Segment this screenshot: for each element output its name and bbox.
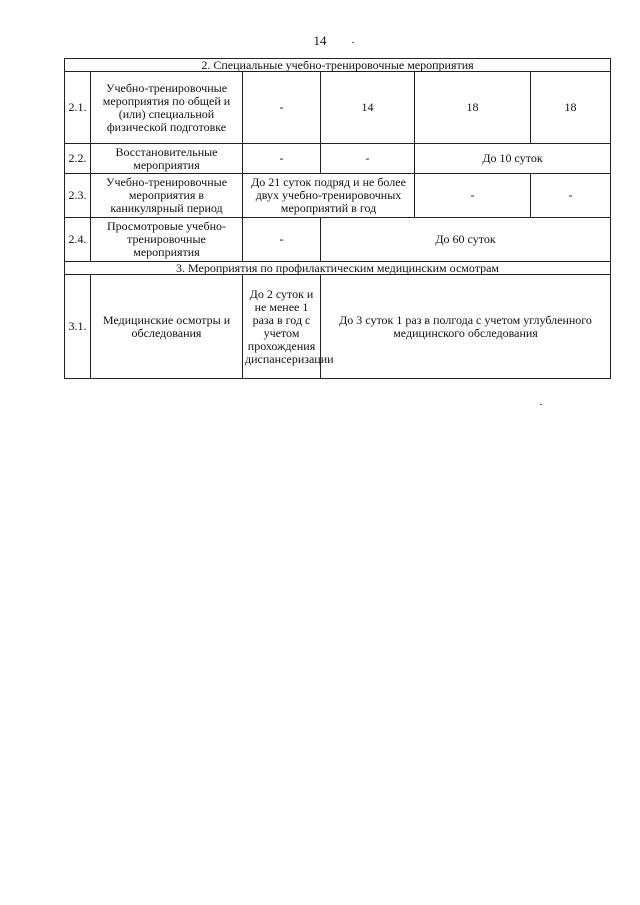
- table-row: [65, 218, 611, 262]
- cell-value: До 2 суток и не менее 1 раза в год с учетом прохождения диспансеризации: [243, 275, 321, 379]
- section-title-special-events: 2. Специальные учебно-тренировочные мероприятия: [65, 59, 611, 72]
- table-row: [65, 174, 611, 218]
- event-name: Учебно-тренировочные мероприятия в каникулярный период: [91, 174, 243, 218]
- cell-value: -: [531, 174, 611, 218]
- row-number: 3.1.: [65, 275, 91, 379]
- event-name: Восстановительные мероприятия: [91, 144, 243, 174]
- cell-value: 18: [415, 72, 531, 144]
- row-number: 2.4.: [65, 218, 91, 262]
- table-row: [65, 275, 611, 379]
- scan-speck: [352, 42, 354, 43]
- section-header-row: [65, 59, 611, 72]
- page-number: 14: [313, 33, 327, 48]
- event-name: Учебно-тренировочные мероприятия по общей и (или) специальной физической подготовке: [91, 72, 243, 144]
- events-table: [64, 58, 611, 379]
- cell-value: 14: [321, 72, 415, 144]
- section-title-medical-exams: 3. Мероприятия по профилактическим медицинским осмотрам: [65, 262, 611, 275]
- scan-speck: [540, 404, 542, 405]
- cell-value: 18: [531, 72, 611, 144]
- table-row: [65, 144, 611, 174]
- cell-value: До 60 суток: [321, 218, 611, 262]
- cell-value: -: [415, 174, 531, 218]
- row-number: 2.1.: [65, 72, 91, 144]
- cell-value: До 21 суток подряд и не более двух учебно-тренировочных мероприятий в год: [243, 174, 415, 218]
- section-header-row: [65, 262, 611, 275]
- table-row: [65, 72, 611, 144]
- row-number: 2.3.: [65, 174, 91, 218]
- cell-value: -: [321, 144, 415, 174]
- cell-value: -: [243, 218, 321, 262]
- row-number: 2.2.: [65, 144, 91, 174]
- event-name: Просмотровые учебно-тренировочные мероприятия: [91, 218, 243, 262]
- cell-value: -: [243, 72, 321, 144]
- event-name: Медицинские осмотры и обследования: [91, 275, 243, 379]
- cell-value: -: [243, 144, 321, 174]
- cell-value: До 10 суток: [415, 144, 611, 174]
- cell-value: До 3 суток 1 раз в полгода с учетом углубленного медицинского обследования: [321, 275, 611, 379]
